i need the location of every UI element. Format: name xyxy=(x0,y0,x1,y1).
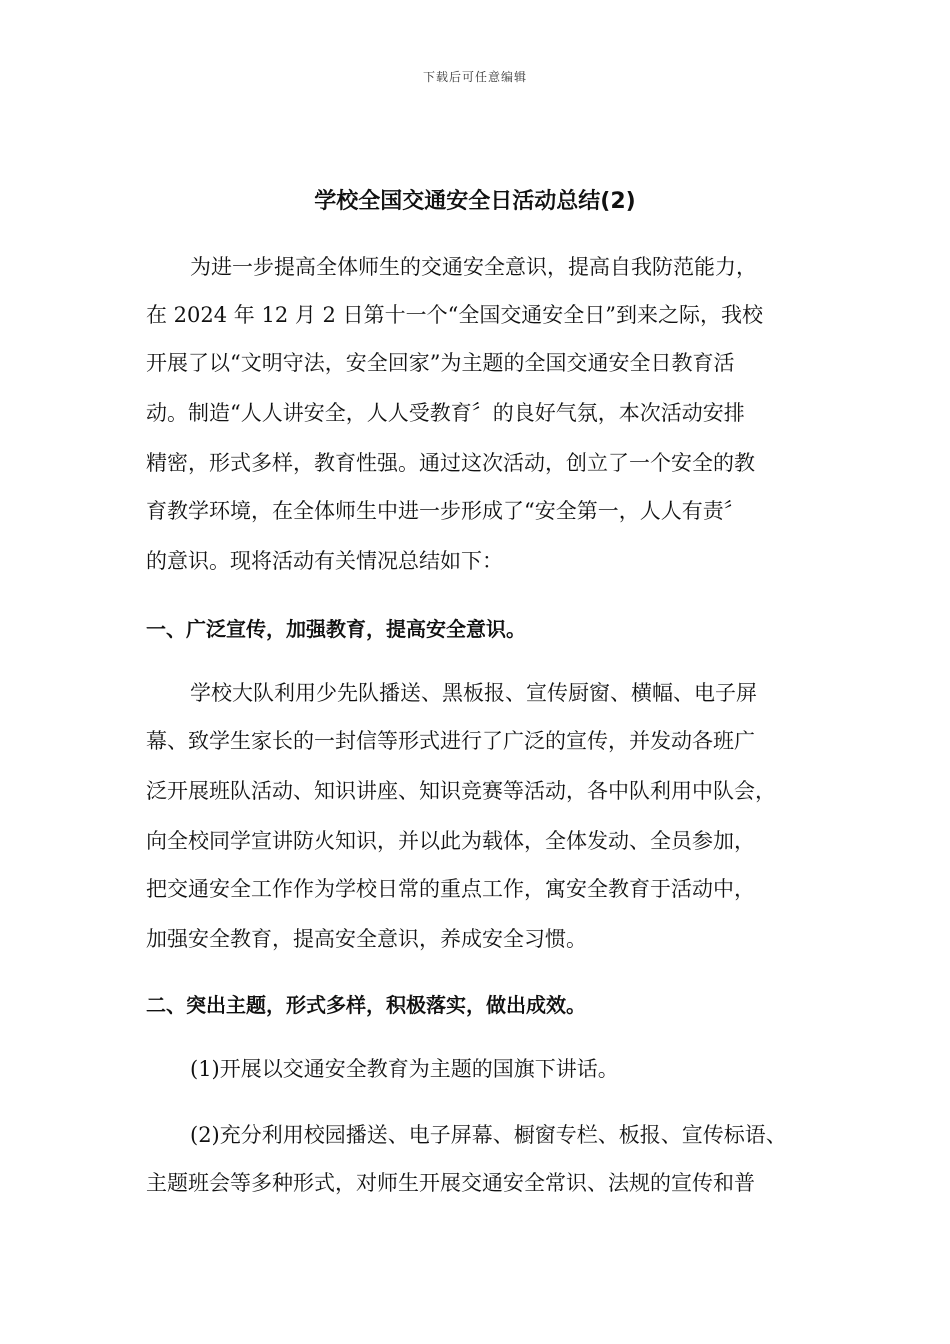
document-title: 学校全国交通安全日活动总结(2) xyxy=(314,189,636,214)
section2-item: (1)开展以交通安全教育为主题的国旗下讲话。 xyxy=(190,1057,619,1081)
section-heading: 二、突出主题，形式多样，积极落实，做出成效。 xyxy=(146,993,586,1017)
intro-line: 为进一步提高全体师生的交通安全意识，提高自我防范能力， xyxy=(190,255,757,279)
intro-line: 在 2024 年 12 月 2 日第十一个“全国交通安全日”到来之际，我校 xyxy=(146,303,764,327)
section1-line: 幕、致学生家长的一封信等形式进行了广泛的宣传，并发动各班广 xyxy=(146,729,755,753)
section1-line: 泛开展班队活动、知识讲座、知识竞赛等活动，各中队利用中队会， xyxy=(146,779,776,803)
intro-line: 的意识。现将活动有关情况总结如下： xyxy=(146,549,503,573)
intro-line: 动。制造“人人讲安全，人人受教育〞的良好气氛，本次活动安排 xyxy=(146,401,745,425)
intro-line: 精密，形式多样，教育性强。通过这次活动，创立了一个安全的教 xyxy=(146,451,755,475)
section1-line: 学校大队利用少先队播送、黑板报、宣传厨窗、横幅、电子屏 xyxy=(190,681,757,705)
intro-line: 开展了以“文明守法，安全回家”为主题的全国交通安全日教育活 xyxy=(146,351,735,375)
intro-line: 育教学环境，在全体师生中进一步形成了“安全第一，人人有责〞 xyxy=(146,499,745,523)
section2-item-line: 主题班会等多种形式，对师生开展交通安全常识、法规的宣传和普 xyxy=(146,1171,755,1195)
section2-item: (2)充分利用校园播送、电子屏幕、橱窗专栏、板报、宣传标语、 xyxy=(190,1123,787,1147)
section-heading: 一、广泛宣传，加强教育，提高安全意识。 xyxy=(146,617,526,641)
section1-line: 加强安全教育，提高安全意识，养成安全习惯。 xyxy=(146,927,587,951)
section1-line: 向全校同学宣讲防火知识，并以此为载体，全体发动、全员参加， xyxy=(146,829,755,853)
header-note: 下载后可任意编辑 xyxy=(422,70,527,84)
section1-line: 把交通安全工作作为学校日常的重点工作，寓安全教育于活动中， xyxy=(146,877,755,901)
